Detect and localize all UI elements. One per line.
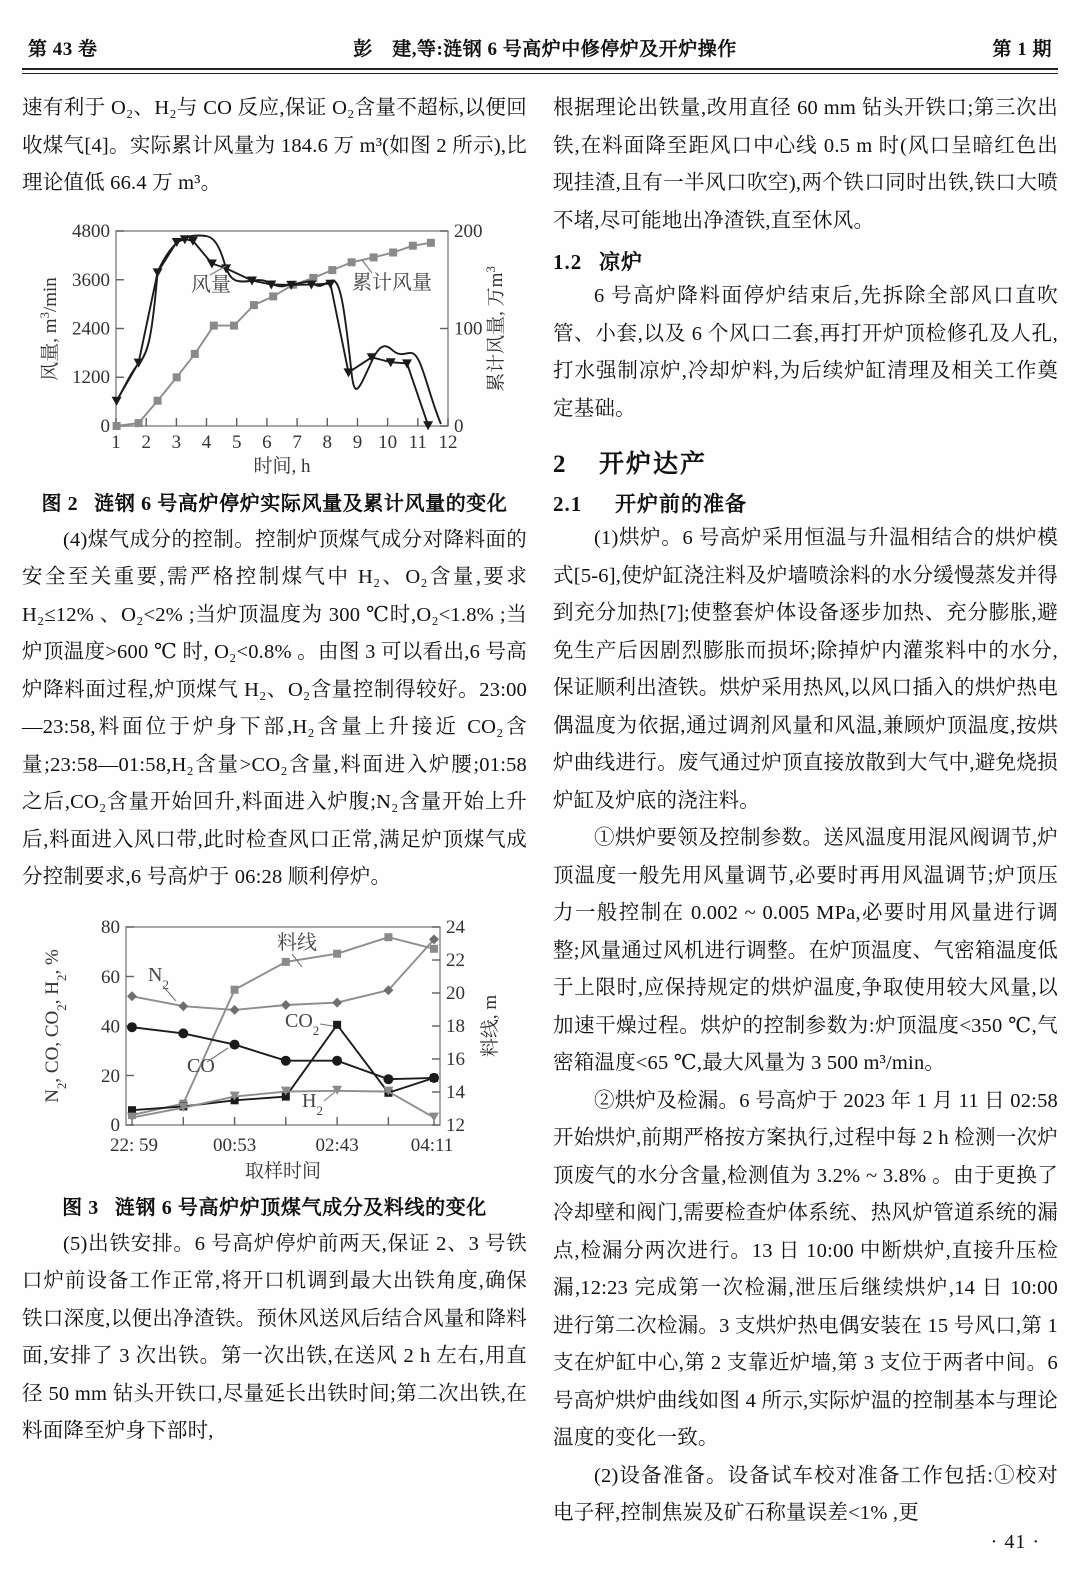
figure-3-label: 图 3 (62, 1196, 99, 1219)
svg-text:1200: 1200 (71, 366, 110, 388)
svg-text:0: 0 (110, 1114, 120, 1136)
svg-text:9: 9 (352, 431, 362, 453)
paragraph-top: 速有利于 O₂、H₂与 CO 反应,保证 O₂含量不超标,以便回收煤气[4]。实际累计风量为 184.6 万 m³(如图 2 所示),比理论值低 66.4 万 m³。 (22, 97, 527, 194)
svg-text:40: 40 (100, 1016, 120, 1037)
page-number: · 41 · (990, 1531, 1040, 1553)
svg-text:12: 12 (438, 431, 457, 453)
fig3-x-axis-title: 取样时间 (244, 1160, 321, 1182)
paragraph-bake-2: ①烘炉要领及控制参数。送风温度用混风阀调节,炉顶温度一般先用风量调节,必要时再用风温调节;炉顶压力一般控制在 0.002 ~ 0.005 MPa,必要时用风量进行调整;风量通过风机进行调整。在炉顶温度、气密箱温度低于上限时,应保持规定的烘炉温度,争取使用较大风量,以加速干燥过程。烘炉的控制参数为:炉顶温度<350 ℃,气密箱温度<65 ℃,最大风量为 3 500 m³/min。 (553, 827, 1058, 1074)
svg-text:6: 6 (261, 431, 272, 453)
svg-text:16: 16 (445, 1048, 465, 1070)
svg-text:18: 18 (445, 1015, 465, 1037)
fig3-series-co2-markers (128, 1020, 438, 1113)
left-column (22, 90, 527, 1451)
fig2-label-cumulative: 累计风量 (351, 271, 432, 294)
paragraph-tapping: (5)出铁安排。6 号高炉停炉前两天,保证 2、3 号铁口炉前设备工作正常,将开口机调到最大出铁角度,确保铁口深度,以便出净渣铁。预休风送风后结合风量和降料面,安排了 3 次出铁。第一次出铁,在送风 2 h 左右,用直径 50 mm 钻头开铁口,尽量延长出铁时间;第二次出铁,在料面降至炉身下部时, (22, 1232, 527, 1442)
fig3-label-burden-line: 料线 (276, 931, 317, 954)
right-column (553, 90, 1058, 1533)
fig2-x-axis-title: 时间, h (252, 455, 311, 477)
svg-text:0: 0 (453, 415, 463, 437)
figure-2-caption (22, 487, 527, 516)
svg-text:2400: 2400 (71, 318, 110, 339)
svg-text:02:43: 02:43 (314, 1134, 359, 1156)
svg-text:04:11: 04:11 (410, 1134, 453, 1156)
figure-2-chart (30, 213, 520, 481)
figure-3 (22, 907, 527, 1220)
fig3-label-h2: $H_2$ (301, 1089, 323, 1117)
figure-3-caption (22, 1191, 527, 1220)
fig2-y-axis-title: 风量, $m^3/\min$ (36, 276, 61, 381)
paragraph-tapping-continued: 根据理论出铁量,改用直径 60 mm 钻头开铁口;第三次出铁,在料面降至距风口中心线 0.5 m 时(风口呈暗红色出现挂渣,且有一半风口吹空),两个铁口同时出铁,铁口大喷不堵,尽可能地出净渣铁,直至休风。 (553, 97, 1058, 232)
paragraph-bake-3: ②烘炉及检漏。6 号高炉于 2023 年 1 月 11 日 02:58 开始烘炉,前期严格按方案执行,过程中每 2 h 检测一次炉顶废气的水分含量,检测值为 3.2% ~ 3.8% 。由于更换了冷却壁和阀门,需要检查炉体系统、热风炉管道系统的漏点,检漏分两次进行。13 日 10:00 中断烘炉,直接升压检漏,12:23 完成第一次检漏,泄压后继续烘炉,14 日 10:00 进行第二次检漏。3 支烘炉热电偶安装在 15 号风口,第 1 支在炉缸中心,第 2 支靠近炉墙,第 3 支位于两者中间。6 号高炉烘炉曲线如图 4 所示,实际炉温的控制基本与理论温度的变化一致。 (553, 1089, 1058, 1449)
svg-text:00:53: 00:53 (212, 1134, 256, 1156)
article-title-head: 彭 建,等:涟钢 6 号高炉中修停炉及开炉操作 (353, 39, 737, 60)
svg-text:22: 59: 22: 59 (109, 1134, 158, 1156)
fig3-label-n2: $N_2$ (147, 963, 169, 991)
figure-2-caption-text: 涟钢 6 号高炉停炉实际风量及累计风量的变化 (94, 492, 508, 515)
figure-3-caption-text: 涟钢 6 号高炉炉顶煤气成分及料线的变化 (114, 1196, 487, 1219)
svg-text:0: 0 (100, 415, 110, 437)
section-title-2: 开炉达产 (599, 451, 708, 478)
svg-text:10: 10 (377, 431, 397, 453)
svg-text:8: 8 (322, 431, 332, 453)
section-title-1-2: 凉炉 (599, 250, 643, 274)
section-number-2-1: 2.1 (553, 492, 583, 516)
header-rule (22, 68, 1058, 74)
figure-3-chart (30, 907, 520, 1185)
svg-text:60: 60 (100, 966, 120, 988)
svg-text:3: 3 (171, 431, 181, 453)
fig3-label-co2: $CO_2$ (284, 1009, 319, 1037)
volume-label: 第 43 卷 (28, 39, 98, 60)
svg-text:1: 1 (110, 431, 121, 453)
fig3-y2-axis-title: 料线, m (479, 994, 501, 1057)
svg-text:20: 20 (445, 982, 465, 1004)
fig3-y-axis-title: $N_2$, CO, $CO_2$, $H_2$, % (41, 948, 68, 1103)
paragraph-bake-1: (1)烘炉。6 号高炉采用恒温与升温相结合的烘炉模式[5-6],使炉缸浇注料及炉墙喷涂料的水分缓慢蒸发并得到充分加热[7];使整套炉体设备逐步加热、充分膨胀,避免生产后因剧烈膨胀而损坏;除掉炉内灌浆料中的水分,保证顺利出渣铁。烘炉采用热风,以风口插入的烘炉热电偶温度为依据,通过调剂风量和风温,兼顾炉顶温度,按烘炉曲线进行。废气通过炉顶直接放散到大气中,避免烧损炉缸及炉底的浇注料。 (553, 527, 1058, 812)
svg-text:80: 80 (100, 916, 120, 938)
section-number-1-2: 1.2 (553, 250, 583, 274)
svg-text:20: 20 (100, 1065, 120, 1087)
svg-text:3600: 3600 (71, 269, 110, 291)
figure-2-label: 图 2 (41, 492, 79, 515)
svg-text:4: 4 (201, 431, 211, 453)
two-column-body (22, 90, 1058, 1533)
paragraph-cooling: 6 号高炉降料面停炉结束后,先拆除全部风口直吹管、小套,以及 6 个风口二套,再打开炉顶检修孔及人孔,打水强制凉炉,冷却炉料,为后续炉缸清理及相关工作奠定基础。 (553, 285, 1058, 420)
running-head (22, 34, 1058, 68)
section-heading-2-1 (553, 488, 1058, 518)
issue-label: 第 1 期 (992, 39, 1052, 60)
section-number-2: 2 (553, 451, 568, 478)
fig3-label-co: CO (186, 1054, 215, 1077)
svg-text:11: 11 (408, 431, 427, 453)
section-heading-2 (553, 444, 1058, 480)
section-heading-1-2 (553, 246, 1058, 276)
svg-text:24: 24 (445, 916, 465, 938)
svg-text:200: 200 (453, 220, 482, 242)
svg-text:14: 14 (445, 1081, 465, 1103)
svg-text:4800: 4800 (71, 220, 110, 242)
svg-text:7: 7 (291, 431, 302, 453)
svg-text:5: 5 (231, 431, 241, 453)
svg-text:100: 100 (453, 318, 482, 339)
figure-2 (22, 213, 527, 516)
svg-text:22: 22 (445, 949, 465, 971)
paragraph-equipment: (2)设备准备。设备试车校对准备工作包括:①校对电子秤,控制焦炭及矿石称量误差<1% ,更 (553, 1464, 1058, 1524)
svg-text:2: 2 (140, 431, 151, 453)
paragraph-gas-composition: (4)煤气成分的控制。控制炉顶煤气成分对降料面的安全至关重要,需严格控制煤气中 H₂、O₂含量,要求 H₂≤12% 、O₂<2% ;当炉顶温度为 300 ℃时,O₂<1.8% ;当炉顶温度>600 ℃ 时, O₂<0.8% 。由图 3 可以看出,6 号高炉降料面过程,炉顶煤气 H₂、O₂含量控制得较好。23:00—23:58,料面位于炉身下部,H₂含量上升接近 CO₂含量;23:58—01:58,H₂含量>CO₂含量,料面进入炉腰;01:58 之后,CO₂含量开始回升,料面进入炉腹;N₂含量开始上升后,料面进入风口带,此时检查风口正常,满足炉顶煤气成分控制要求,6 号高炉于 06:28 顺利停炉。 (22, 528, 527, 888)
fig3-x-tick-labels (109, 1135, 452, 1156)
fig2-y2-axis-title: 累计风量, 万$m^3$ (482, 265, 507, 392)
svg-text:12: 12 (445, 1114, 465, 1136)
section-title-2-1: 开炉前的准备 (615, 492, 747, 516)
fig2-label-airflow: 风量 (190, 273, 231, 296)
